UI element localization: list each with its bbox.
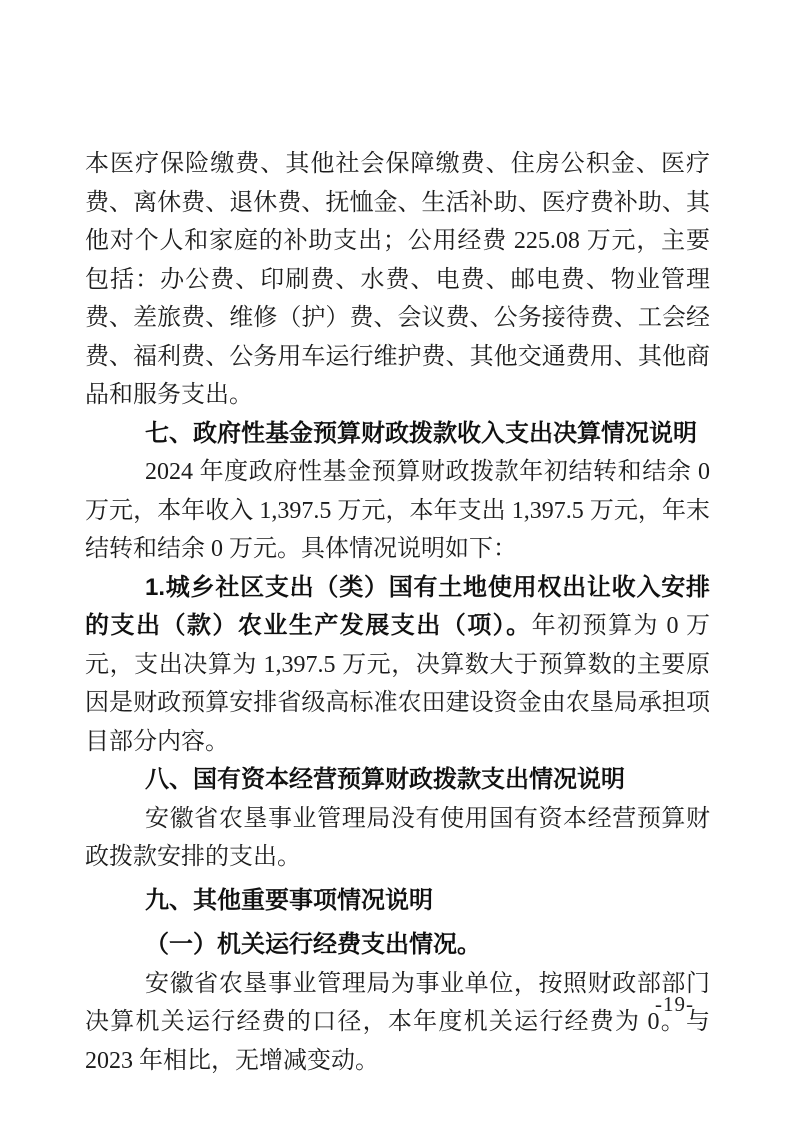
- document-body: [85, 145, 710, 1080]
- heading-section-eight-state-capital-budget: 八、国有资本经营预算财政拨款支出情况说明: [145, 766, 625, 793]
- paragraph-operating-expense-statement: 安徽省农垦事业管理局为事业单位，按照财政部部门决算机关运行经费的口径，本年度机关运行经费为 0。与 2023 年相比，无增减变动。: [85, 970, 710, 1074]
- paragraph-fund-budget-summary: 2024 年度政府性基金预算财政拨款年初结转和结余 0 万元，本年收入 1,397.5 万元，本年支出 1,397.5 万元，年末结转和结余 0 万元。具体情况说明如下：: [85, 459, 710, 562]
- item1-explanation-text: 年初预算为 0 万元，支出决算为 1,397.5 万元，决算数大于预算数的主要原因是财政预算安排省级高标准农田建设资金由农垦局承担项目部分内容。: [85, 613, 711, 755]
- paragraph-state-capital-statement: 安徽省农垦事业管理局没有使用国有资本经营预算财政拨款安排的支出。: [85, 805, 710, 870]
- paragraph-personnel-expense-continuation: 本医疗保险缴费、其他社会保障缴费、住房公积金、医疗费、离休费、退休费、抚恤金、生活补助、医疗费补助、其他对个人和家庭的补助支出；公用经费 225.08 万元，主要包括：办公费、印刷费、水费、电费、邮电费、物业管理费、差旅费、维修（护）费、会议费、公务接待费、工会经费、福利费、公务用车运行维护费、其他交通费用、其他商品和服务支出。: [85, 151, 710, 408]
- heading-section-seven-government-fund-budget: 七、政府性基金预算财政拨款收入支出决算情况说明: [145, 419, 697, 447]
- page-number: -19-: [655, 992, 694, 1016]
- heading-nine-sub-one-operating-expense: （一）机关运行经费支出情况。: [145, 931, 481, 958]
- paragraph-item1-urban-rural-expense: [85, 569, 710, 762]
- heading-section-nine-other-important-matters: 九、其他重要事项情况说明: [145, 886, 433, 914]
- item1-bold-lead-text: 1.城乡社区支出（类）国有土地使用权出让收入安排的支出（款）农业生产发展支出（项）。: [85, 573, 710, 639]
